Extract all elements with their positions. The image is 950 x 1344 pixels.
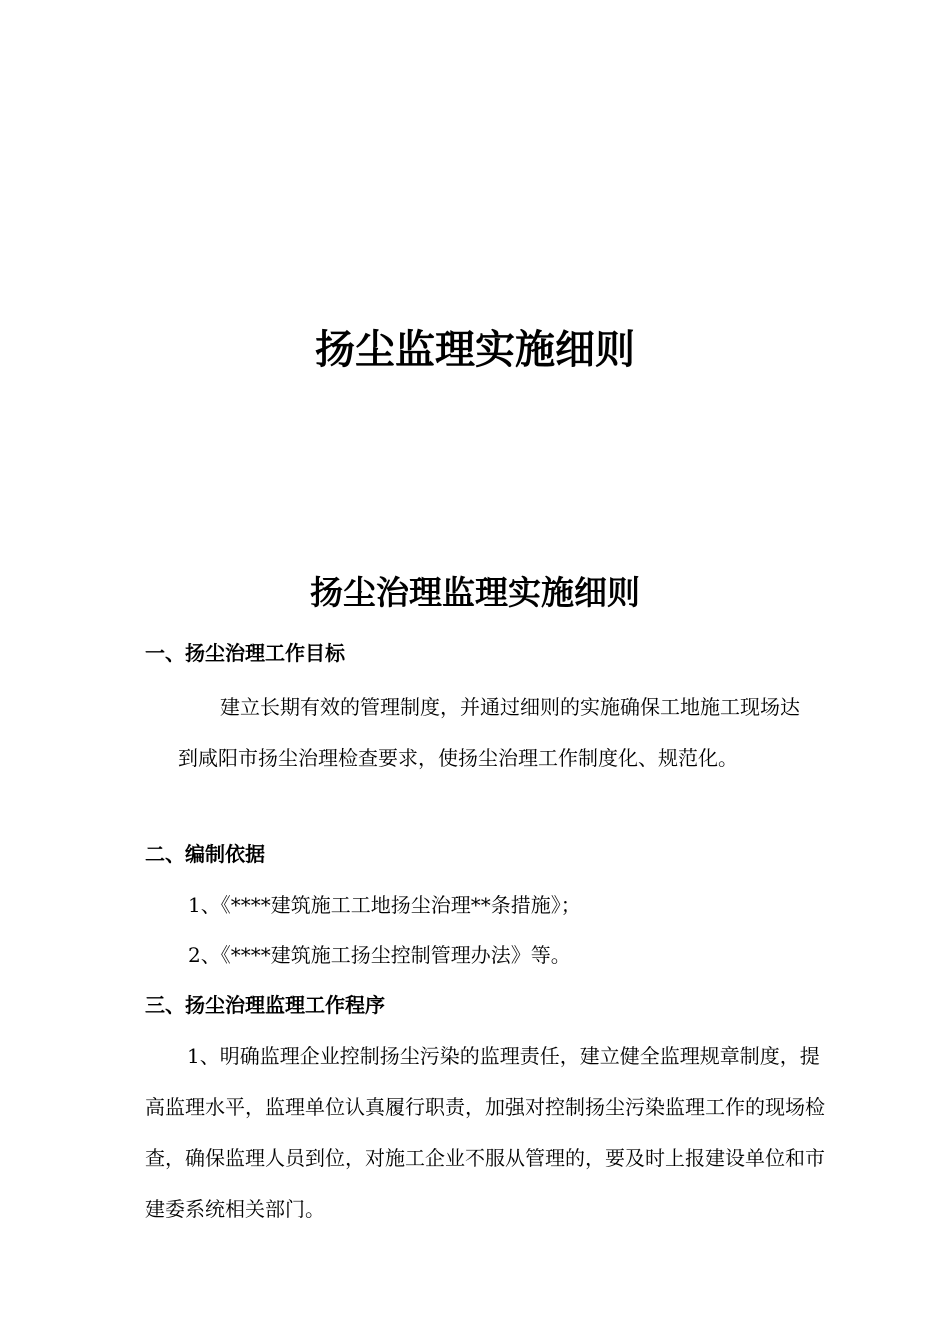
document-title: 扬尘监理实施细则 (315, 327, 635, 373)
section-paragraph-goals: 建立长期有效的管理制度，并通过细则的实施确保工地施工现场达到咸阳市扬尘治理检查要求，使扬尘治理工作制度化、规范化。 (178, 695, 800, 770)
section-heading-goals: 一、扬尘治理工作目标 (145, 641, 345, 665)
document-subtitle: 扬尘治理监理实施细则 (310, 573, 640, 612)
section-paragraph-procedure: 1、明确监理企业控制扬尘污染的监理责任，建立健全监理规章制度，提高监理水平，监理单位认真履行职责，加强对控制扬尘污染监理工作的现场检查，确保监理人员到位，对施工企业不服从管理的，要及时上报建设单位和市建委系统相关部门。 (145, 1044, 825, 1221)
section-heading-basis: 二、编制依据 (145, 842, 265, 866)
section-heading-procedure: 三、扬尘治理监理工作程序 (145, 993, 385, 1017)
basis-item-1: 1、《****建筑施工工地扬尘治理**条措施》； (188, 893, 581, 917)
basis-item-2: 2、《****建筑施工扬尘控制管理办法》等。 (188, 943, 571, 967)
